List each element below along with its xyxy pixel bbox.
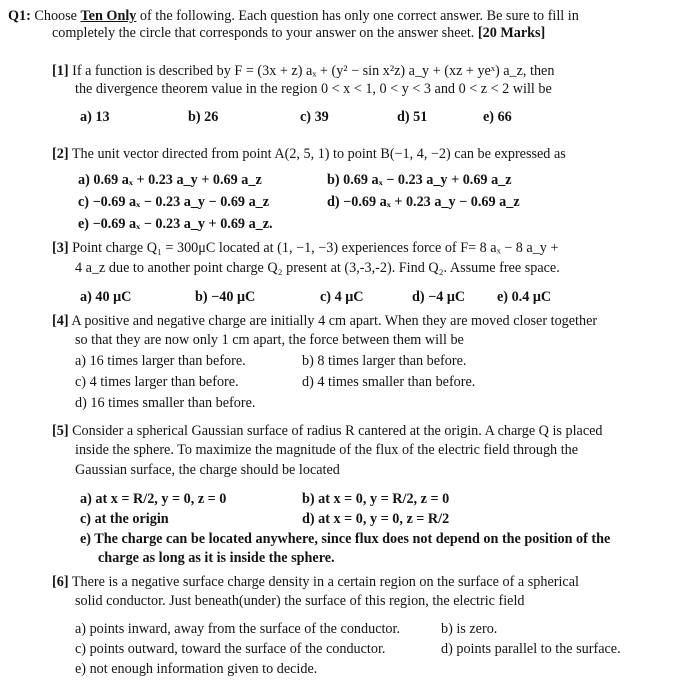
- q6-option-c[interactable]: c) points outward, toward the surface of the conductor.: [75, 641, 386, 657]
- q5-option-e-line-2: charge as long as it is inside the sphere.: [98, 550, 335, 566]
- ten-only-emphasis: Ten Only: [80, 8, 137, 24]
- question-2: [52, 146, 566, 163]
- q1-option-b[interactable]: b) 26: [188, 109, 219, 125]
- q4-option-e[interactable]: d) 16 times smaller than before.: [75, 395, 256, 411]
- question-1: [52, 63, 554, 80]
- question-text: Consider a spherical Gaussian surface of radius R cantered at the origin. A charge Q is placed: [72, 423, 603, 439]
- q6-option-d[interactable]: d) points parallel to the surface.: [441, 641, 621, 657]
- question-6: [52, 574, 579, 591]
- question-group-label: Q1:: [8, 8, 31, 24]
- question-text: If a function is described by F = (3x + z) aₓ + (y² − sin x²z) a_y + (xz + yeˣ) a_z, then: [72, 63, 555, 79]
- q4-option-d[interactable]: d) 4 times smaller than before.: [302, 374, 476, 390]
- question-number: [5]: [52, 423, 69, 439]
- q2-option-b[interactable]: b) 0.69 aₓ − 0.23 a_y + 0.69 a_z: [327, 172, 512, 188]
- question-text: There is a negative surface charge density in a certain region on the surface of a spherical: [71, 574, 579, 590]
- q2-option-d[interactable]: d) −0.69 aₓ + 0.23 a_y − 0.69 a_z: [327, 194, 520, 210]
- question-4: [52, 313, 597, 330]
- q6-option-b[interactable]: b) is zero.: [441, 621, 498, 637]
- q1-option-c[interactable]: c) 39: [300, 109, 329, 125]
- q2-option-a[interactable]: a) 0.69 aₓ + 0.23 a_y + 0.69 a_z: [78, 172, 262, 188]
- question-3: [52, 240, 558, 257]
- question-number: [3]: [52, 240, 69, 256]
- q1-option-a[interactable]: a) 13: [80, 109, 110, 125]
- question-1-line-2: the divergence theorem value in the region 0 < x < 1, 0 < y < 3 and 0 < z < 2 will be: [75, 81, 552, 97]
- question-number: [6]: [52, 574, 69, 590]
- instructions-line-1: [8, 8, 579, 25]
- question-5-line-3: Gaussian surface, the charge should be located: [75, 462, 340, 478]
- question-text: The unit vector directed from point A(2, 5, 1) to point B(−1, 4, −2) can be expressed as: [71, 146, 566, 162]
- q2-option-c[interactable]: c) −0.69 aₓ − 0.23 a_y − 0.69 a_z: [78, 194, 270, 210]
- question-5: [52, 423, 603, 440]
- instructions-text: of the following. Each question has only one correct answer. Be sure to fill in: [136, 8, 579, 24]
- q1-option-d[interactable]: d) 51: [397, 109, 428, 125]
- instructions-text: completely the circle that corresponds to your answer on the answer sheet.: [52, 25, 475, 41]
- q6-option-a[interactable]: a) points inward, away from the surface of the conductor.: [75, 621, 401, 637]
- q6-option-e[interactable]: e) not enough information given to decide.: [75, 661, 318, 677]
- question-number: [2]: [52, 146, 69, 162]
- question-number: [1]: [52, 63, 69, 79]
- instructions-line-2: [52, 25, 545, 42]
- q3-option-c[interactable]: c) 4 μC: [320, 289, 364, 305]
- question-6-line-2: solid conductor. Just beneath(under) the surface of this region, the electric field: [75, 593, 525, 609]
- instructions-text: Choose: [30, 8, 81, 24]
- q3-option-d[interactable]: d) −4 μC: [412, 289, 466, 305]
- q5-option-b[interactable]: b) at x = 0, y = R/2, z = 0: [302, 491, 450, 507]
- q1-option-e[interactable]: e) 66: [483, 109, 512, 125]
- question-text: Point charge Q₁ = 300μC located at (1, −1, −3) experiences force of F= 8 aₓ − 8 a_y +: [72, 240, 559, 256]
- q4-option-c[interactable]: c) 4 times larger than before.: [75, 374, 239, 390]
- question-3-line-2: 4 a_z due to another point charge Q₂ present at (3,-3,-2). Find Q₂. Assume free space.: [75, 260, 560, 276]
- question-5-line-2: inside the sphere. To maximize the magnitude of the flux of the electric field through the: [75, 442, 579, 458]
- question-number: [4]: [52, 313, 69, 329]
- q3-option-a[interactable]: a) 40 μC: [80, 289, 132, 305]
- marks-label: [20 Marks]: [477, 25, 546, 41]
- q5-option-a[interactable]: a) at x = R/2, y = 0, z = 0: [80, 491, 227, 507]
- q4-option-a[interactable]: a) 16 times larger than before.: [75, 353, 246, 369]
- q2-option-e[interactable]: e) −0.69 aₓ − 0.23 a_y + 0.69 a_z.: [78, 216, 273, 232]
- question-text: A positive and negative charge are initially 4 cm apart. When they are moved closer together: [71, 313, 598, 329]
- q3-option-b[interactable]: b) −40 μC: [195, 289, 256, 305]
- q5-option-d[interactable]: d) at x = 0, y = 0, z = R/2: [302, 511, 450, 527]
- question-4-line-2: so that they are now only 1 cm apart, the force between them will be: [75, 332, 464, 348]
- q3-option-e[interactable]: e) 0.4 μC: [497, 289, 552, 305]
- q5-option-e[interactable]: e) The charge can be located anywhere, since flux does not depend on the position of the: [80, 531, 611, 547]
- q5-option-c[interactable]: c) at the origin: [80, 511, 169, 527]
- q4-option-b[interactable]: b) 8 times larger than before.: [302, 353, 467, 369]
